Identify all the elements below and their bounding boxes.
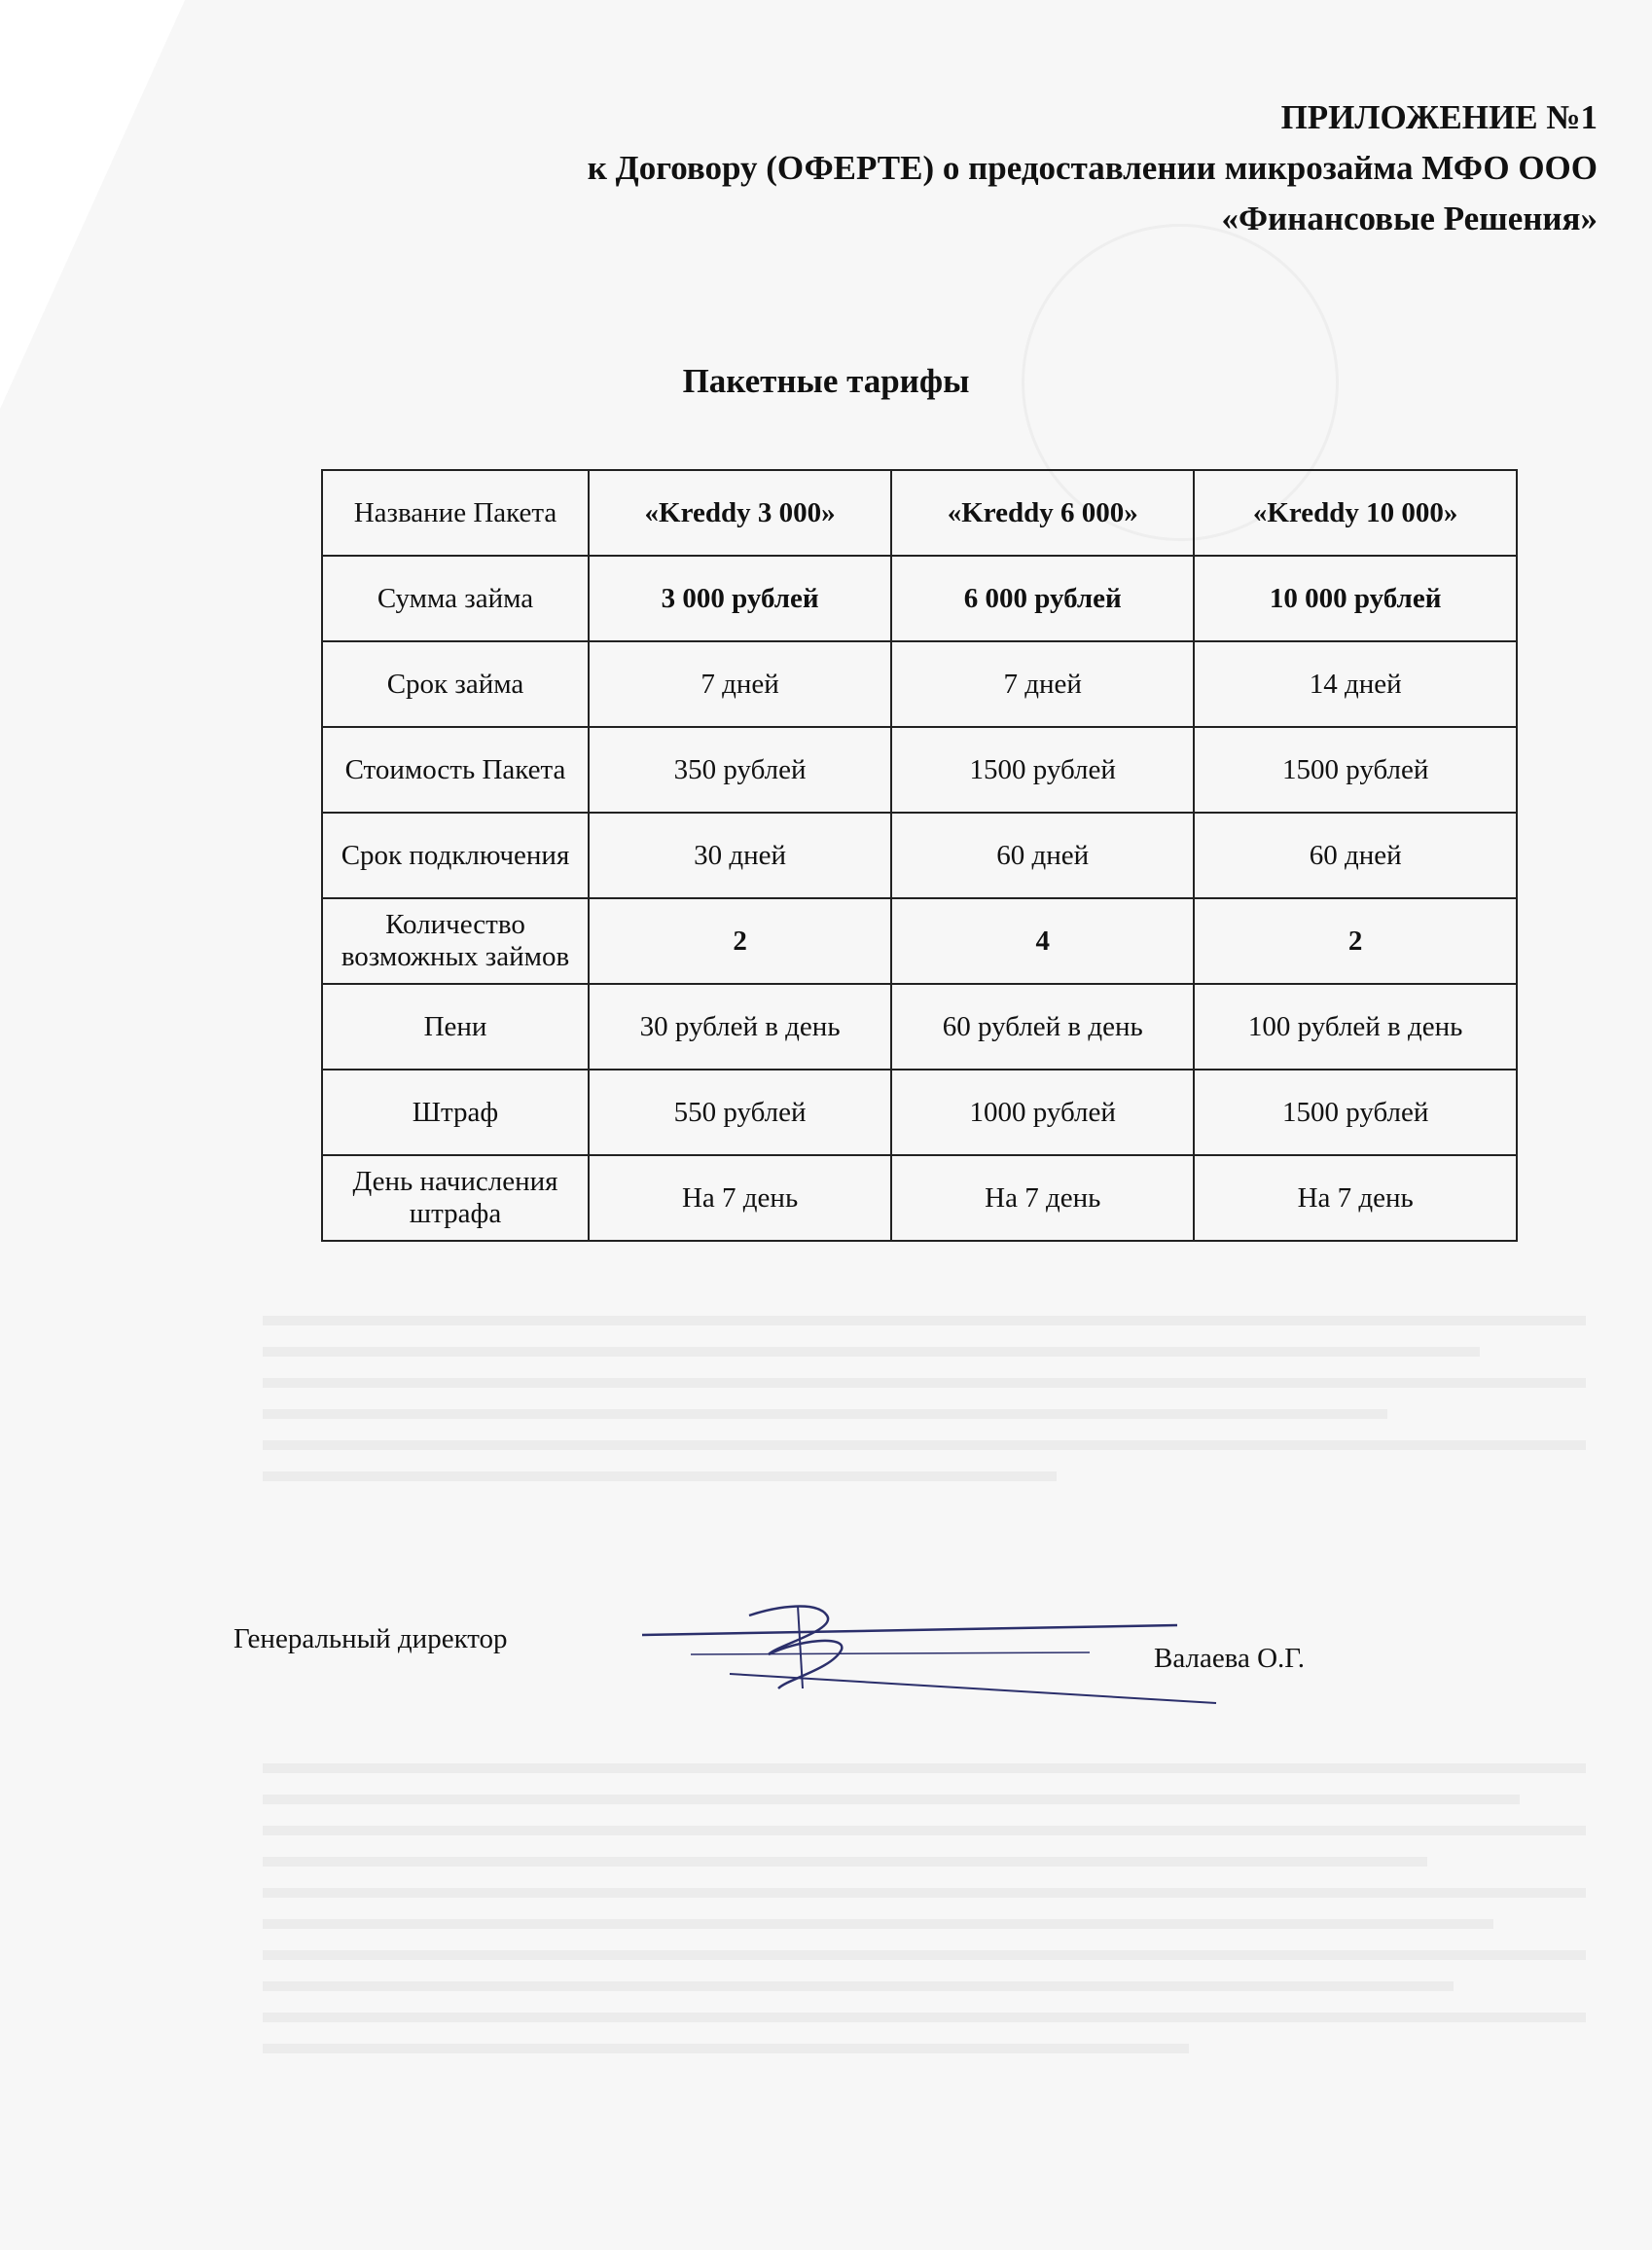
appendix-company-name: «Финансовые Решения» [1221, 200, 1598, 237]
table-cell: 30 рублей в день [589, 984, 891, 1070]
table-row [322, 727, 1517, 813]
faint-showthrough-block [263, 1294, 1586, 1503]
table-cell: 14 дней [1194, 641, 1517, 727]
table-header-row [322, 470, 1517, 556]
table-row [322, 556, 1517, 641]
table-cell: 1500 рублей [891, 727, 1194, 813]
table-cell: 550 рублей [589, 1070, 891, 1155]
table-cell: 10 000 рублей [1194, 556, 1517, 641]
table-cell: 350 рублей [589, 727, 891, 813]
table-cell: 1500 рублей [1194, 727, 1517, 813]
table-cell: 60 рублей в день [891, 984, 1194, 1070]
row-label: Срок подключения [322, 813, 589, 898]
package-name-cell: «Kreddy 10 000» [1194, 470, 1517, 556]
table-row [322, 984, 1517, 1070]
table-row [322, 813, 1517, 898]
table-row [322, 1070, 1517, 1155]
faint-showthrough-block-2 [263, 1742, 1586, 2075]
row-label: День начисления штрафа [322, 1155, 589, 1241]
table-cell: 6 000 рублей [891, 556, 1194, 641]
table-cell: На 7 день [891, 1155, 1194, 1241]
appendix-contract-ref: к Договору (ОФЕРТЕ) о предоставлении микрозайма МФО ООО [587, 149, 1598, 187]
row-label: Срок займа [322, 641, 589, 727]
row-label: Сумма займа [322, 556, 589, 641]
table-cell: 2 [589, 898, 891, 984]
table-cell: 7 дней [589, 641, 891, 727]
table-cell: 7 дней [891, 641, 1194, 727]
table-cell: 100 рублей в день [1194, 984, 1517, 1070]
package-name-cell: «Kreddy 6 000» [891, 470, 1194, 556]
table-cell: 60 дней [1194, 813, 1517, 898]
row-label: Количество возможных займов [322, 898, 589, 984]
table-cell: 4 [891, 898, 1194, 984]
table-row [322, 898, 1517, 984]
signatory-name: Валаева О.Г. [1154, 1643, 1306, 1674]
table-cell: 1000 рублей [891, 1070, 1194, 1155]
tariffs-table [321, 469, 1518, 1242]
appendix-number: ПРИЛОЖЕНИЕ №1 [1280, 98, 1598, 136]
package-name-cell: «Kreddy 3 000» [589, 470, 891, 556]
table-row [322, 1155, 1517, 1241]
table-cell: 1500 рублей [1194, 1070, 1517, 1155]
header-label-cell: Название Пакета [322, 470, 589, 556]
table-cell: 3 000 рублей [589, 556, 891, 641]
signatory-position: Генеральный директор [233, 1623, 508, 1654]
row-label: Пени [322, 984, 589, 1070]
handwritten-signature [632, 1596, 1236, 1713]
appendix-header [588, 92, 1598, 244]
table-row [322, 641, 1517, 727]
table-cell: На 7 день [589, 1155, 891, 1241]
table-cell: 2 [1194, 898, 1517, 984]
table-cell: 30 дней [589, 813, 891, 898]
row-label: Штраф [322, 1070, 589, 1155]
row-label: Стоимость Пакета [322, 727, 589, 813]
table-cell: 60 дней [891, 813, 1194, 898]
table-cell: На 7 день [1194, 1155, 1517, 1241]
section-title: Пакетные тарифы [682, 362, 970, 400]
